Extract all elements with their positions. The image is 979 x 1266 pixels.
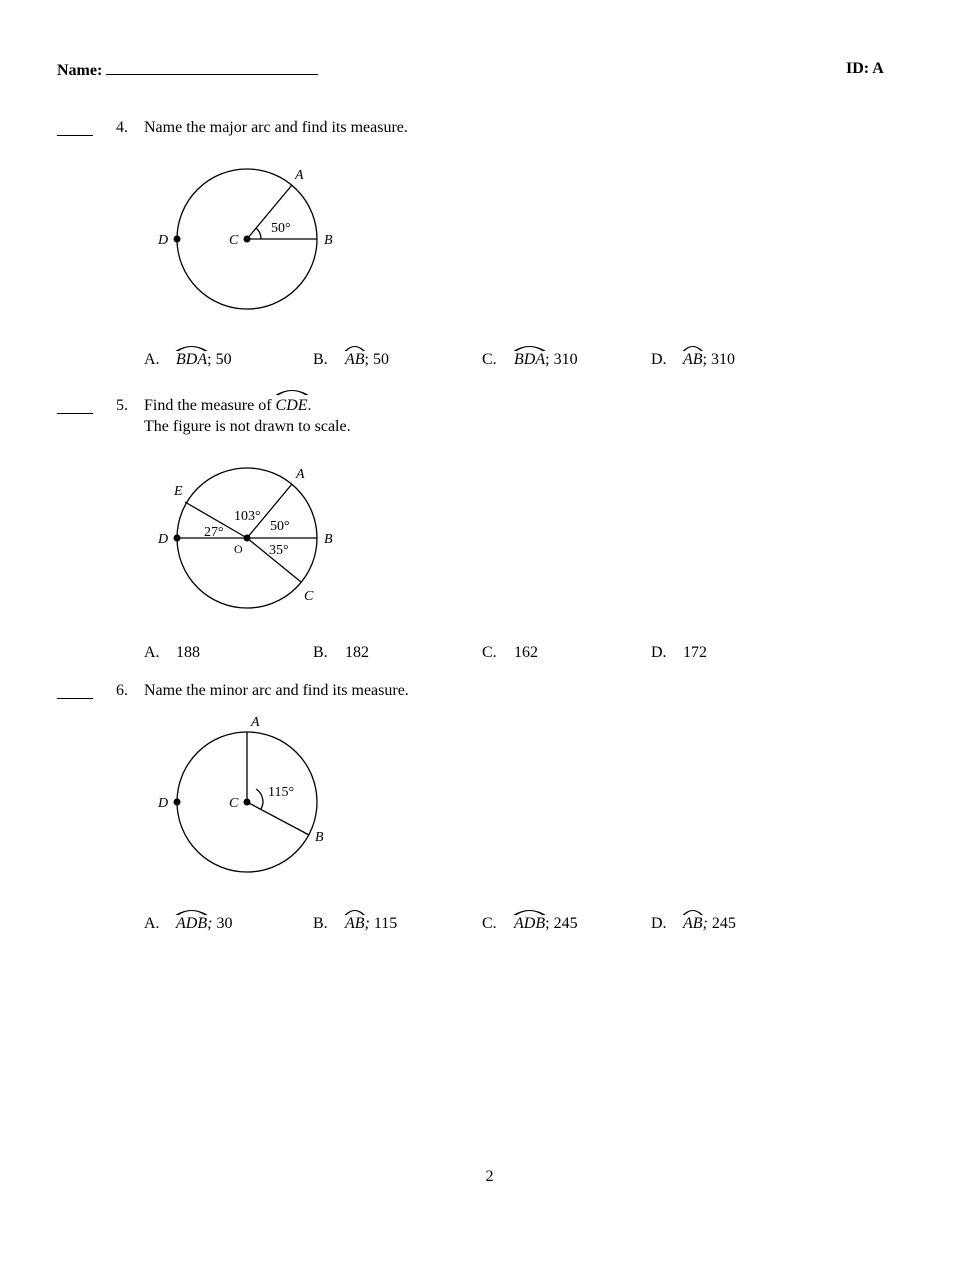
- label-b: B: [315, 830, 324, 845]
- choice-letter: D.: [651, 644, 667, 661]
- angle-aob: 50°: [270, 519, 290, 534]
- choice-letter: B.: [313, 351, 328, 368]
- angle-label: 50°: [271, 221, 291, 236]
- choice-sep: ;: [364, 915, 370, 932]
- angle-arc-icon: [256, 228, 261, 239]
- prompt-suffix: .: [307, 397, 312, 414]
- arc-name: BDA: [176, 351, 208, 368]
- label-e: E: [174, 484, 183, 499]
- choice-sep: ;: [207, 915, 213, 932]
- choice-letter: C.: [482, 644, 497, 661]
- arc-notation: [683, 915, 703, 933]
- label-a: A: [295, 168, 304, 183]
- name-field: [57, 60, 318, 80]
- arc-notation: [514, 915, 545, 933]
- choice-letter: C.: [482, 351, 497, 368]
- arc-notation: [345, 351, 365, 369]
- choice-5b[interactable]: [313, 644, 369, 662]
- arc-name: AB: [345, 915, 365, 932]
- choice-6a[interactable]: [144, 915, 232, 933]
- arc-name: AB: [683, 351, 703, 368]
- arc-name: BDA: [514, 351, 546, 368]
- point-d: [174, 799, 181, 806]
- arc-mark-icon: [514, 908, 545, 916]
- center-point: [244, 535, 251, 542]
- arc-name: CDE: [275, 397, 308, 414]
- arc-notation: [176, 351, 207, 369]
- arc-mark-icon: [276, 388, 308, 396]
- label-a: A: [251, 715, 260, 730]
- choice-4d[interactable]: [651, 351, 735, 369]
- center-point: [244, 236, 251, 243]
- question-4-figure: [140, 160, 360, 320]
- arc-mark-icon: [345, 908, 365, 916]
- label-c: C: [304, 589, 314, 604]
- page-number: 2: [485, 1168, 494, 1185]
- angle-boc: 35°: [269, 543, 289, 558]
- arc-notation: [514, 351, 545, 369]
- arc-mark-icon: [176, 908, 207, 916]
- arc-name: AB: [683, 915, 703, 932]
- choice-value: 115: [369, 915, 398, 932]
- choice-sep: ;: [545, 915, 550, 932]
- question-6-figure: [140, 712, 360, 882]
- choice-sep: ;: [364, 351, 369, 368]
- point-d: [174, 535, 181, 542]
- choice-sep: ;: [702, 351, 707, 368]
- arc-mark-icon: [514, 344, 545, 352]
- choice-value: 172: [683, 644, 707, 661]
- choice-6b[interactable]: [313, 915, 397, 933]
- question-5-figure: [140, 460, 360, 610]
- id-value: A: [872, 60, 884, 77]
- choice-value: 310: [707, 351, 735, 368]
- choice-4b[interactable]: [313, 351, 389, 369]
- label-c: C: [229, 233, 239, 248]
- angle-eoa: 103°: [234, 509, 261, 524]
- choice-value: 50: [369, 351, 389, 368]
- choice-letter: D.: [651, 351, 667, 368]
- choice-5d[interactable]: [651, 644, 707, 662]
- choice-sep: ;: [702, 915, 708, 932]
- answer-blank-q6[interactable]: [57, 697, 93, 699]
- question-6-number: 6.: [116, 682, 128, 699]
- label-a: A: [296, 467, 305, 482]
- angle-eod: 27°: [204, 525, 224, 540]
- answer-blank-q5[interactable]: [57, 412, 93, 414]
- point-d: [174, 236, 181, 243]
- choice-value: 245: [707, 915, 736, 932]
- label-d: D: [158, 233, 169, 248]
- choice-letter: D.: [651, 915, 667, 932]
- arc-notation: [176, 915, 207, 933]
- question-5-note: The figure is not drawn to scale.: [144, 418, 351, 435]
- choice-5a[interactable]: [144, 644, 200, 662]
- arc-mark-icon: [683, 908, 703, 916]
- choice-6c[interactable]: [482, 915, 578, 933]
- choice-value: 188: [176, 644, 200, 661]
- label-o: O: [234, 542, 243, 556]
- answer-blank-q4[interactable]: [57, 134, 93, 136]
- arc-notation: [683, 351, 703, 369]
- arc-name: ADB: [514, 915, 546, 932]
- label-c: C: [229, 796, 239, 811]
- arc-mark-icon: [345, 344, 365, 352]
- question-4-prompt: Name the major arc and find its measure.: [144, 119, 408, 136]
- prompt-text: Find the measure of: [144, 397, 276, 414]
- question-5-prompt: [144, 395, 312, 416]
- arc-name: AB: [345, 351, 365, 368]
- choice-letter: C.: [482, 915, 497, 932]
- arc-mark-icon: [683, 344, 703, 352]
- arc-mark-icon: [176, 344, 207, 352]
- choice-4a[interactable]: [144, 351, 232, 369]
- choice-value: 50: [211, 351, 232, 368]
- choice-letter: A.: [144, 644, 160, 661]
- label-b: B: [324, 233, 333, 248]
- label-b: B: [324, 532, 333, 547]
- center-point: [244, 799, 251, 806]
- choice-5c[interactable]: [482, 644, 538, 662]
- choice-value: 182: [345, 644, 369, 661]
- question-5-number: 5.: [116, 397, 128, 414]
- question-4-number: 4.: [116, 119, 128, 136]
- label-d: D: [158, 532, 169, 547]
- name-blank[interactable]: [106, 60, 318, 75]
- choice-sep: ;: [207, 351, 212, 368]
- choice-letter: B.: [313, 644, 328, 661]
- choice-4c[interactable]: [482, 351, 578, 369]
- choice-value: 245: [549, 915, 578, 932]
- label-d: D: [158, 796, 169, 811]
- angle-label: 115°: [268, 785, 295, 800]
- choice-value: 30: [212, 915, 233, 932]
- id-label: ID:: [846, 60, 870, 77]
- arc-notation: [345, 915, 365, 933]
- choice-6d[interactable]: [651, 915, 736, 933]
- arc-notation: [276, 395, 308, 416]
- arc-name: ADB: [176, 915, 208, 932]
- choice-letter: A.: [144, 915, 160, 932]
- radius-cb: [247, 802, 309, 835]
- choice-value: 162: [514, 644, 538, 661]
- name-label: Name:: [57, 62, 103, 79]
- question-6-prompt: Name the minor arc and find its measure.: [144, 682, 409, 699]
- choice-letter: B.: [313, 915, 328, 932]
- choice-value: 310: [549, 351, 578, 368]
- choice-sep: ;: [545, 351, 550, 368]
- choice-letter: A.: [144, 351, 160, 368]
- angle-arc-icon: [256, 789, 263, 809]
- id-field: [846, 60, 884, 78]
